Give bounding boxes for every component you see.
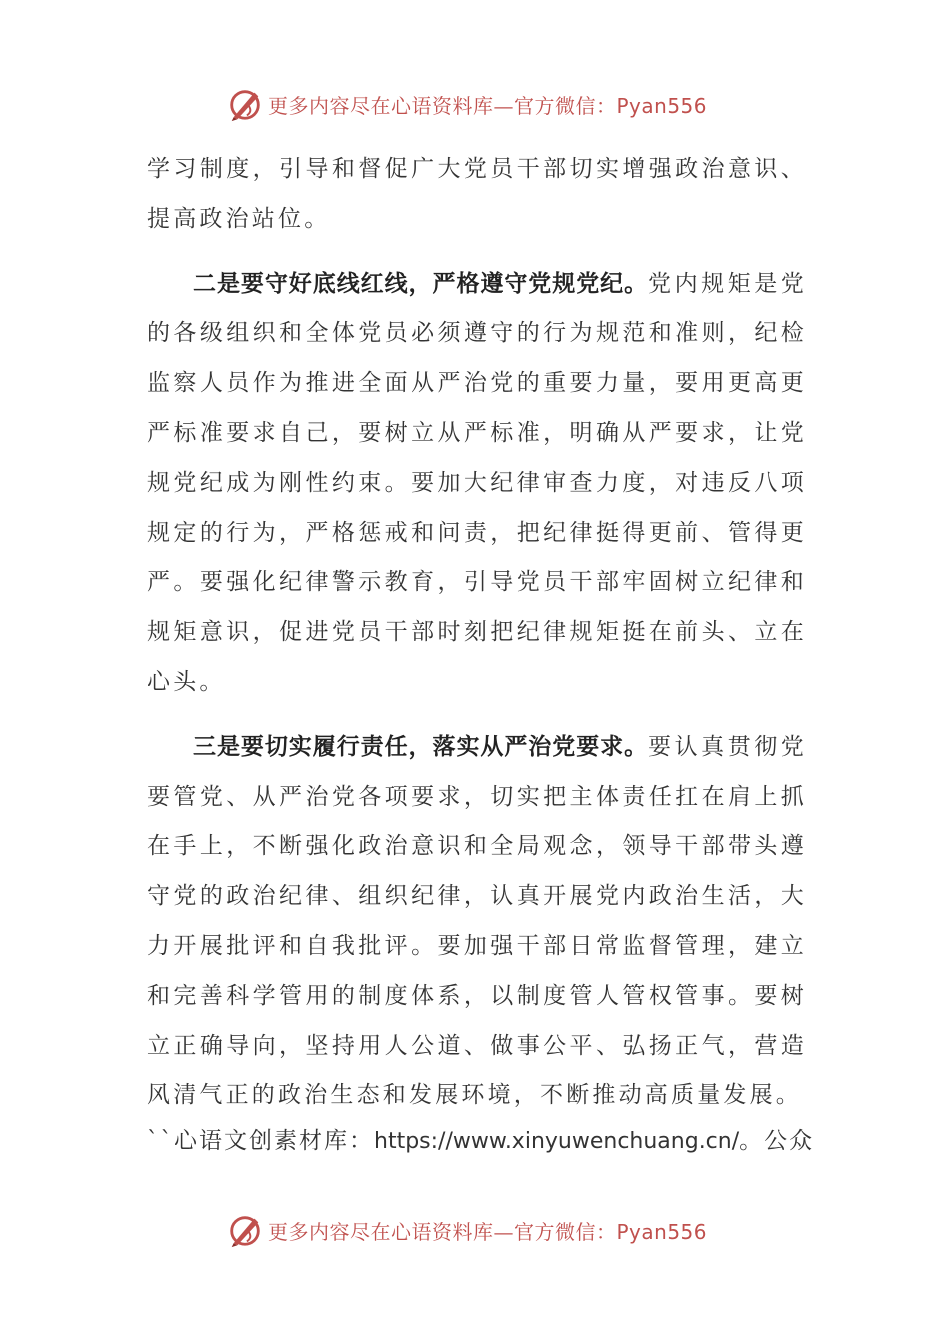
paragraph-2-text: 党内规矩是党的各级组织和全体党员必须遵守的行为规范和准则，纪检监察人员作为推进全面从严治党的重要力量，要用更高更严标准要求自己，要树立从严标准，明确从严要求，让党规党纪成为刚性约束。要加大纪律审查力度，对违反八项规定的行为，严格惩戒和问责，把纪律挺得更前、管得更严。要强化纪律警示教育，引导党员干部牢固树立纪律和规矩意识，促进党员干部时刻把纪律规矩挺在前头、立在心头。 xyxy=(147,270,807,695)
paragraph-3-lead: 三是要切实履行责任，落实从严治党要求。 xyxy=(193,732,649,760)
source-prefix: ``心语文创素材库： xyxy=(147,1128,374,1155)
paragraph-2-lead: 二是要守好底线红线，严格遵守党规党纪。 xyxy=(193,269,649,297)
pen-logo-icon xyxy=(226,1211,264,1249)
source-url-link[interactable]: https://www.xinyuwenchuang.cn/ xyxy=(374,1129,740,1155)
source-line xyxy=(147,1121,815,1162)
header-banner-text xyxy=(268,90,707,119)
document-body xyxy=(147,145,815,1162)
header-wechat-id: Pyan556 xyxy=(616,93,708,118)
pen-logo-icon xyxy=(226,85,264,123)
footer-banner xyxy=(226,1210,707,1250)
paragraph-2 xyxy=(147,259,807,708)
footer-wechat-id: Pyan556 xyxy=(616,1219,708,1244)
header-banner-label: 更多内容尽在心语资料库—官方微信： xyxy=(268,93,617,118)
header-banner xyxy=(226,84,707,124)
footer-banner-text xyxy=(268,1216,707,1245)
paragraph-3 xyxy=(147,722,807,1121)
paragraph-1: 学习制度，引导和督促广大党员干部切实增强政治意识、提高政治站位。 xyxy=(147,156,807,232)
footer-banner-label: 更多内容尽在心语资料库—官方微信： xyxy=(268,1219,617,1244)
paragraph-3-text: 要认真贯彻党要管党、从严治党各项要求，切实把主体责任扛在肩上抓在手上，不断强化政治意识和全局观念，领导干部带头遵守党的政治纪律、组织纪律，认真开展党内政治生活，大力开展批评和自我批评。要加强干部日常监督管理，建立和完善科学管用的制度体系，以制度管人管权管事。要树立正确导向，坚持用人公道、做事公平、弘扬正气，营造风清气正的政治生态和发展环境，不断推动高质量发展。 xyxy=(147,733,807,1109)
source-suffix: 。公众 xyxy=(739,1128,815,1155)
